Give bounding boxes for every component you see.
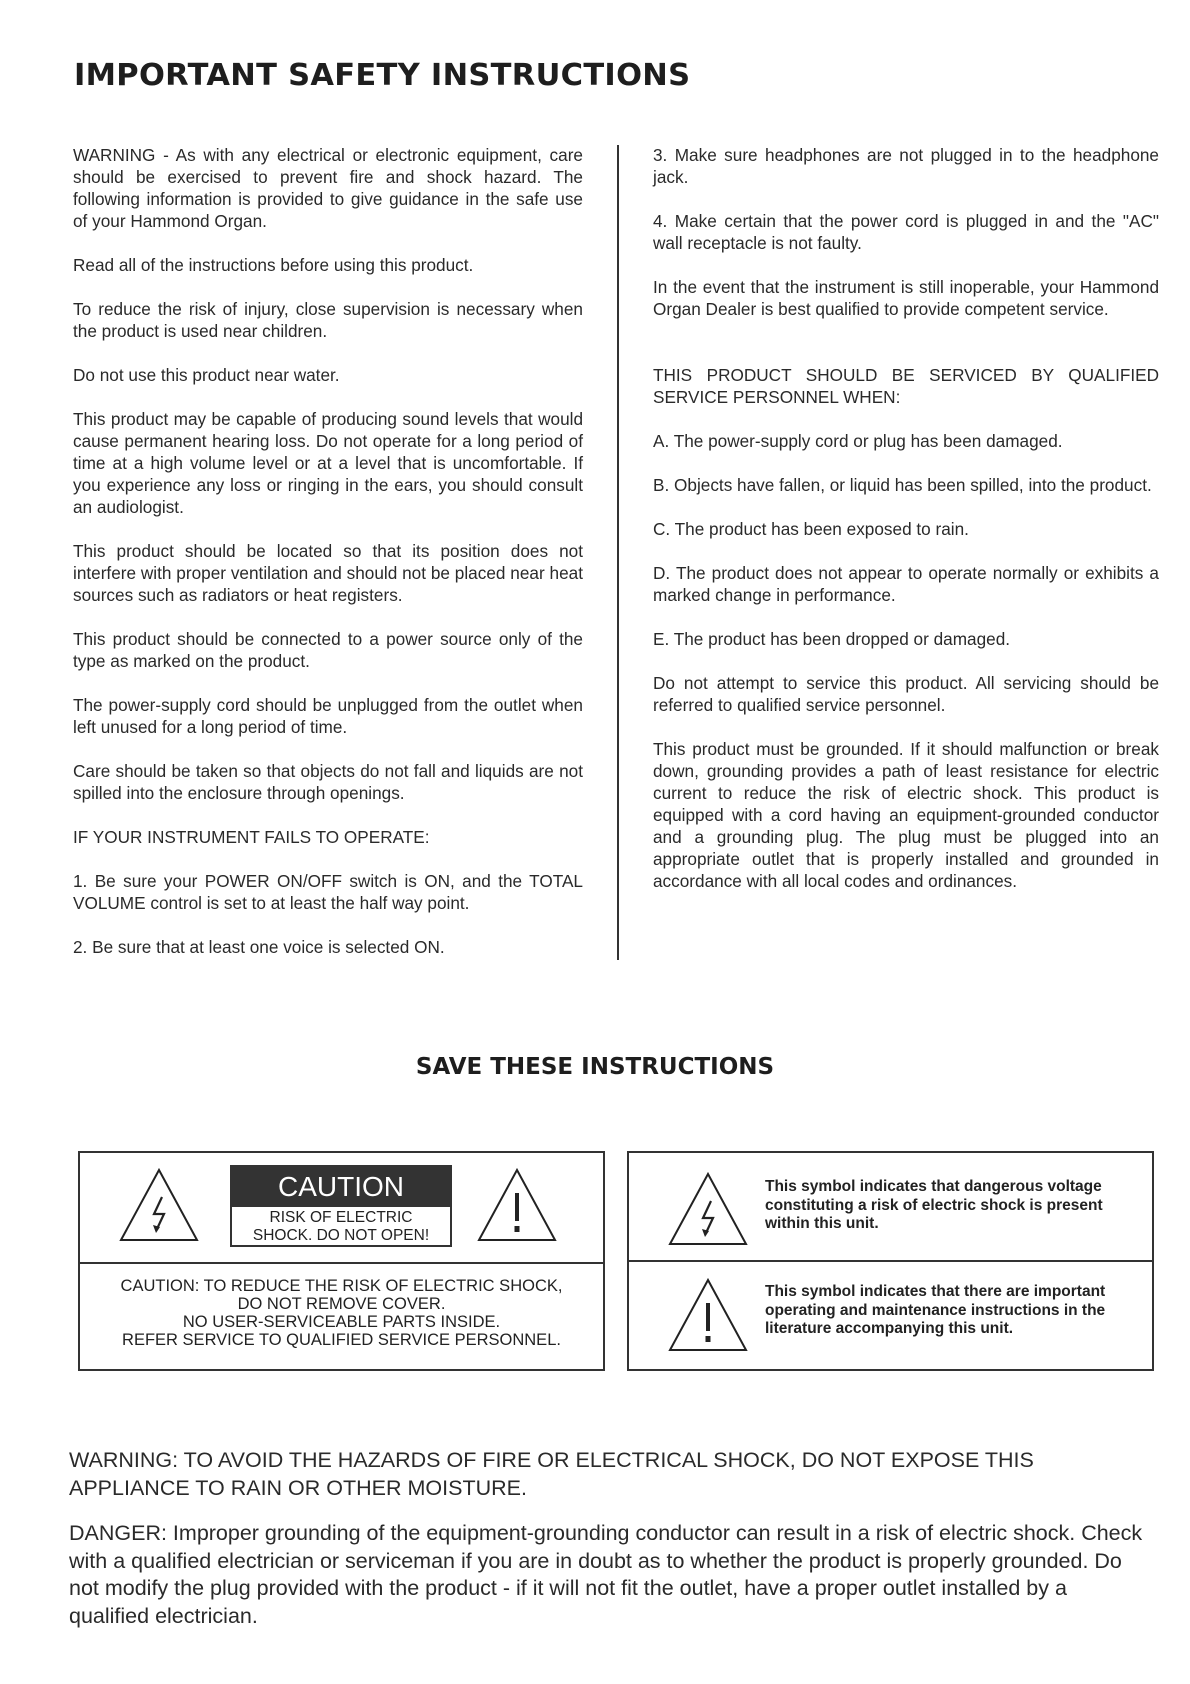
divider-line xyxy=(629,1260,1152,1262)
paragraph: In the event that the instrument is still inoperable, your Hammond Organ Dealer is best qualified to provide competent service. xyxy=(653,277,1159,319)
paragraph: This product may be capable of producing sound levels that would cause permanent hearing loss. Do not operate for a long period of time at a high volume level or at a level that is uncomfortable. If you experience any loss or ringing in the ears, you should consult an audiologist. xyxy=(73,409,583,517)
paragraph: This product should be located so that its position does not interfere with proper ventilation and should not be placed near heat sources such as radiators or heat registers. xyxy=(73,541,583,605)
divider-line xyxy=(80,1262,603,1264)
list-item: 4. Make certain that the power cord is plugged in and the "AC" wall receptacle is not faulty. xyxy=(653,211,1159,253)
list-item: A. The power-supply cord or plug has been damaged. xyxy=(653,431,1063,451)
section-heading: IF YOUR INSTRUMENT FAILS TO OPERATE: xyxy=(73,827,430,847)
list-item: B. Objects have fallen, or liquid has been spilled, into the product. xyxy=(653,475,1152,495)
caution-text xyxy=(80,1277,603,1349)
paragraph: Do not use this product near water. xyxy=(73,365,340,385)
caution-line: REFER SERVICE TO QUALIFIED SERVICE PERSONNEL. xyxy=(122,1331,561,1349)
paragraph: To reduce the risk of injury, close supervision is necessary when the product is used near children. xyxy=(73,299,583,341)
exclamation-warning-icon xyxy=(667,1277,749,1353)
paragraph: WARNING - As with any electrical or electronic equipment, care should be exercised to prevent fire and shock hazard. The following information is provided to give guidance in the safe use of your Hammond Organ. xyxy=(73,145,583,231)
left-column xyxy=(73,144,583,980)
list-item: 3. Make sure headphones are not plugged in to the headphone jack. xyxy=(653,145,1159,187)
save-instructions-heading: SAVE THESE INSTRUCTIONS xyxy=(415,1054,775,1080)
caution-heading: CAUTION xyxy=(232,1167,450,1207)
caution-line: NO USER-SERVICEABLE PARTS INSIDE. xyxy=(182,1313,501,1331)
caution-subline: SHOCK. DO NOT OPEN! xyxy=(252,1227,430,1244)
column-divider xyxy=(617,145,619,960)
section-heading: THIS PRODUCT SHOULD BE SERVICED BY QUALIFIED SERVICE PERSONNEL WHEN: xyxy=(653,365,1159,407)
voltage-symbol-description: This symbol indicates that dangerous voltage constituting a risk of electric shock is present within this unit. xyxy=(765,1178,1103,1232)
caution-line: CAUTION: TO REDUCE THE RISK OF ELECTRIC SHOCK, xyxy=(120,1277,563,1295)
caution-subline: RISK OF ELECTRIC xyxy=(269,1209,413,1226)
caution-subtext xyxy=(232,1207,450,1245)
caution-line: DO NOT REMOVE COVER. xyxy=(237,1295,446,1313)
electric-shock-warning-icon xyxy=(118,1167,200,1243)
warning-text: WARNING: TO AVOID THE HAZARDS OF FIRE OR ELECTRICAL SHOCK, DO NOT EXPOSE THIS APPLIANCE TO RAIN OR OTHER MOISTURE. xyxy=(69,1448,1034,1500)
caution-label xyxy=(230,1165,452,1247)
list-item: 1. Be sure your POWER ON/OFF switch is ON, and the TOTAL VOLUME control is set to at least the half way point. xyxy=(73,871,583,913)
attention-symbol-description: This symbol indicates that there are important operating and maintenance instructions in the literature accompanying this unit. xyxy=(765,1283,1106,1337)
list-item: C. The product has been exposed to rain. xyxy=(653,519,969,539)
list-item: 2. Be sure that at least one voice is selected ON. xyxy=(73,937,445,957)
paragraph: Do not attempt to service this product. All servicing should be referred to qualified service personnel. xyxy=(653,673,1159,715)
exclamation-warning-icon xyxy=(476,1167,558,1243)
paragraph: This product must be grounded. If it should malfunction or break down, grounding provides a path of least resistance for electric current to reduce the risk of electric shock. This product is equipped with a cord having an equipment-grounded conductor and a grounding plug. The plug must be plugged into an appropriate outlet that is properly installed and grounded in accordance with all local codes and ordinances. xyxy=(653,739,1159,891)
paragraph: Read all of the instructions before using this product. xyxy=(73,255,474,275)
list-item: D. The product does not appear to operate normally or exhibits a marked change in performance. xyxy=(653,563,1159,605)
caution-box xyxy=(78,1151,605,1371)
danger-text: DANGER: Improper grounding of the equipment-grounding conductor can result in a risk of electric shock. Check with a qualified electrician or serviceman if you are in doubt as to whether the product is properly grounded. Do not modify the plug provided with the product - if it will not fit the outlet, have a proper outlet installed by a qualified electrician. xyxy=(69,1521,1143,1628)
right-column xyxy=(653,144,1159,914)
symbol-legend-box xyxy=(627,1151,1154,1371)
paragraph: This product should be connected to a power source only of the type as marked on the product. xyxy=(73,629,583,671)
electric-shock-warning-icon xyxy=(667,1171,749,1247)
list-item: E. The product has been dropped or damaged. xyxy=(653,629,1011,649)
paragraph: Care should be taken so that objects do not fall and liquids are not spilled into the enclosure through openings. xyxy=(73,761,583,803)
paragraph: The power-supply cord should be unplugged from the outlet when left unused for a long period of time. xyxy=(73,695,583,737)
page-title: IMPORTANT SAFETY INSTRUCTIONS xyxy=(74,58,691,93)
